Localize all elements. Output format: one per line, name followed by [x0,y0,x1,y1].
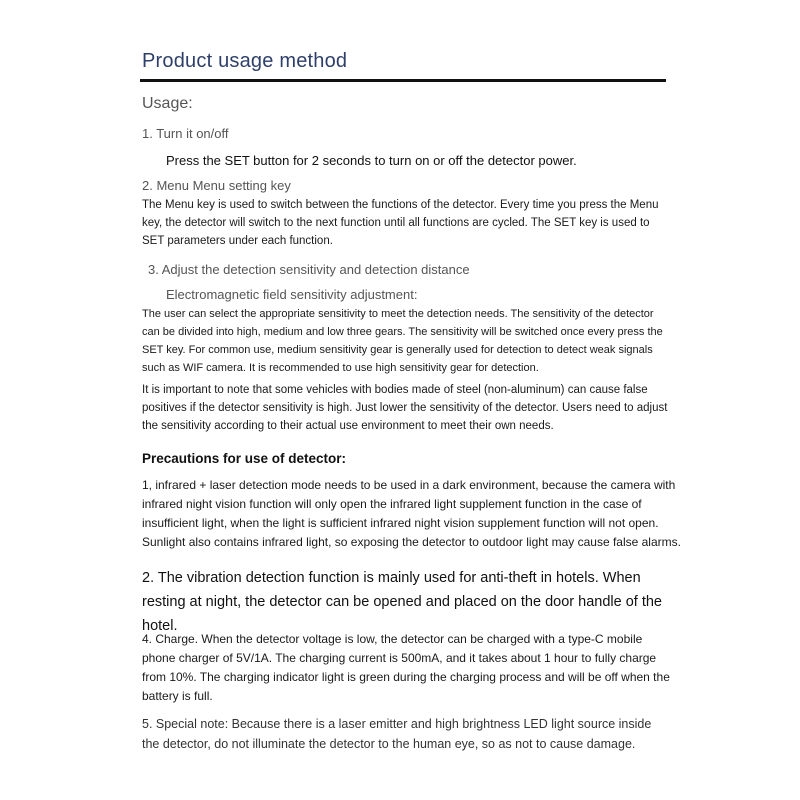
precaution-2-text: 2. The vibration detection function is mainly used for anti-theft in hotels. When resting at night, the detector can be opened and placed on the door handle of the hotel. [142,570,662,634]
usage-heading: Usage: [142,95,193,112]
precaution-4-text: 4. Charge. When the detector voltage is low, the detector can be charged with a type-C mobile phone charger of 5V/1A. The charging current is 500mA, and it takes about 1 hour to fully charge from 10%. The charging indicator light is green during the charging process and will be off when the battery is full. [142,632,670,703]
page-title: Product usage method [142,50,348,72]
section-3-heading: 3. Adjust the detection sensitivity and detection distance [148,262,470,277]
precautions-heading: Precautions for use of detector: [142,451,347,466]
precaution-5-text: 5. Special note: Because there is a laser emitter and high brightness LED light source inside the detector, do not illuminate the detector to the human eye, so as not to cause damage. [142,717,652,751]
section-2-heading: 2. Menu Menu setting key [142,178,291,193]
precaution-1-text: 1, infrared + laser detection mode needs to be used in a dark environment, because the camera with infrared night vision function will only open the infrared light supplement function in the case of insufficient light, when the light is sufficient infrared night vision supplement function will not open. Sunlight also contains infrared light, so exposing the detector to outdoor light may cause false alarms. [142,478,681,549]
section-3-subheading: Electromagnetic field sensitivity adjustment: [166,287,418,302]
section-3-text-2: It is important to note that some vehicles with bodies made of steel (non-aluminum) can cause false positives if the detector sensitivity is high. Just lower the sensitivity of the detector. Users need to adjust the sensitivity according to their actual use environment to meet their own needs. [142,384,668,432]
section-2-text: The Menu key is used to switch between the functions of the detector. Every time you press the Menu key, the detector will switch to the next function until all functions are cycled. The SET key is used to SET parameters under each function. [142,199,659,247]
section-1-heading: 1. Turn it on/off [142,126,229,141]
section-1-text: Press the SET button for 2 seconds to turn on or off the detector power. [166,153,577,168]
section-3-text-1: The user can select the appropriate sensitivity to meet the detection needs. The sensitivity of the detector can be divided into high, medium and low three gears. The sensitivity will be switched once every press the SET key. For common use, medium sensitivity gear is generally used for detection to detect weak signals such as WIF camera. It is recommended to use high sensitivity gear for detection. [142,308,663,374]
title-divider [140,79,666,82]
